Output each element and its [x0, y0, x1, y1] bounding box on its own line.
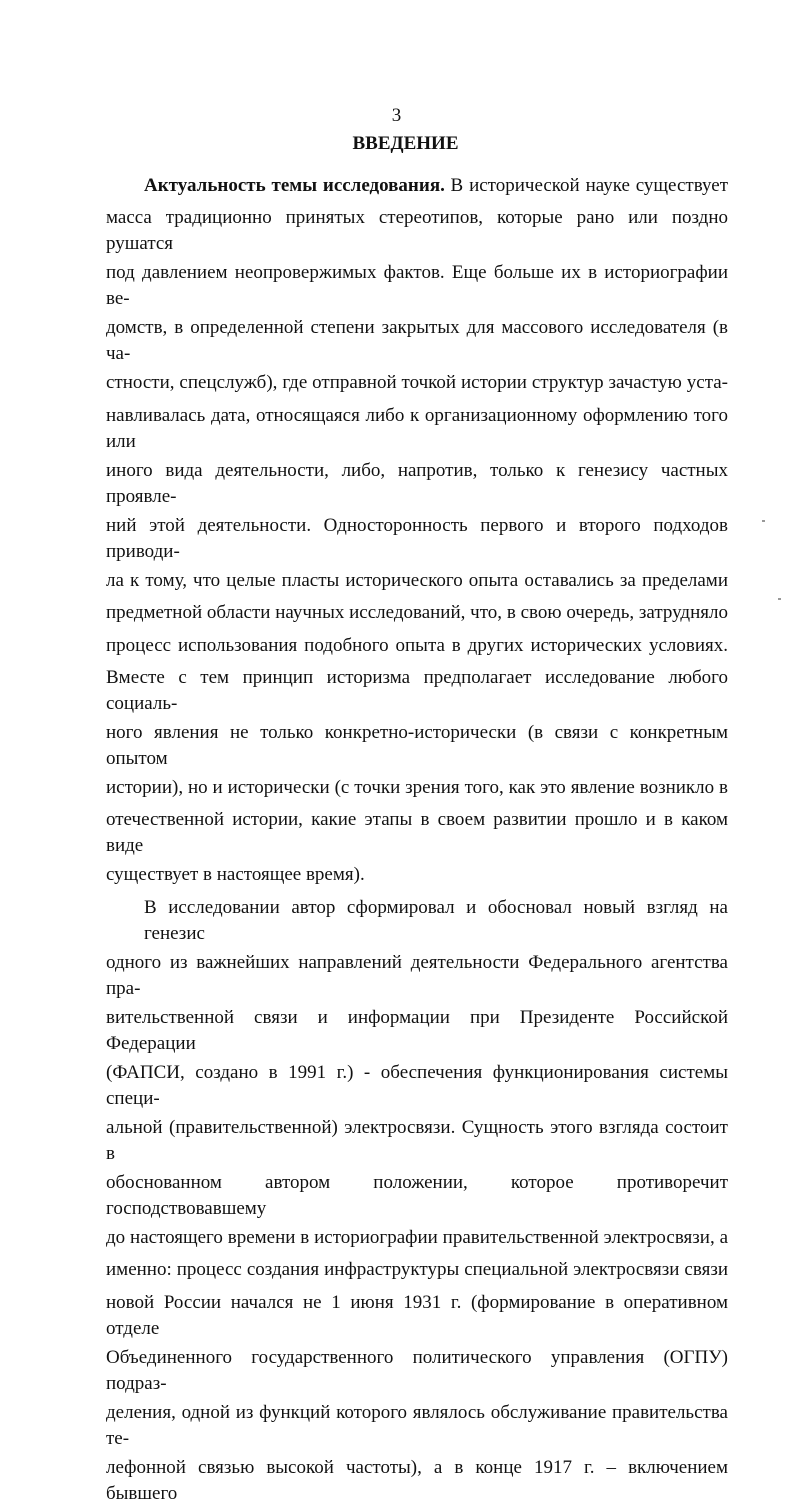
document-body	[106, 173, 728, 1510]
paragraph-line: альной (правительственной) электросвязи. Сущность этого взгляда состоит в	[106, 1116, 728, 1164]
paragraph-line: лефонной связью высокой частоты), а в конце 1917 г. – включением бывшего	[106, 1456, 728, 1504]
paragraph-line: навливалась дата, относящаяся либо к организационному оформлению того или	[106, 404, 728, 452]
paragraph-line: стности, спецслужб), где отправной точкой истории структур зачастую уста-	[106, 372, 728, 394]
paragraph-line: ний этой деятельности. Односторонность первого и второго подходов приводи-	[106, 514, 728, 562]
paragraph-line: под давлением неопровержимых фактов. Еще больше их в историографии ве-	[106, 262, 728, 310]
scan-speck	[762, 520, 765, 522]
paragraph-line: Вместе с тем принцип историзма предполагает исследование любого социаль-	[106, 666, 728, 714]
paragraph-line: до настоящего времени в историографии правительственной электросвязи, а	[106, 1226, 728, 1248]
section-heading: ВВЕДЕНИЕ	[352, 133, 459, 154]
paragraph-line: масса традиционно принятых стереотипов, которые рано или поздно рушатся	[106, 207, 728, 255]
paragraph-line: ного явления не только конкретно-исторически (в связи с конкретным опытом	[106, 721, 728, 769]
paragraph-line: процесс использования подобного опыта в других исторических условиях.	[106, 634, 728, 656]
paragraph-line: одного из важнейших направлений деятельности Федерального агентства пра-	[106, 951, 728, 999]
paragraph-line	[106, 173, 728, 205]
paragraph-line: истории), но и исторически (с точки зрения того, как это явление возникло в	[106, 776, 728, 798]
paragraph-line: ла к тому, что целые пласты исторического опыта оставались за пределами	[106, 569, 728, 591]
paragraph-line: обоснованном автором положении, которое противоречит господствовавшему	[106, 1171, 728, 1219]
paragraph-line: вительственной связи и информации при Президенте Российской Федерации	[106, 1006, 728, 1054]
text-span: В исторической науке существует	[450, 175, 729, 196]
paragraph-line: деления, одной из функций которого являлось обслуживание правительства те-	[106, 1401, 728, 1449]
paragraph-line: предметной области научных исследований, что, в свою очередь, затрудняло	[106, 602, 728, 624]
paragraph-line: (ФАПСИ, создано в 1991 г.) - обеспечения функционирования системы специ-	[106, 1061, 728, 1109]
page-number: 3	[391, 105, 402, 126]
paragraph-line: домств, в определенной степени закрытых для массового исследователя (в ча-	[106, 317, 728, 365]
paragraph-lead: Актуальность темы исследования.	[144, 175, 445, 196]
scan-speck	[778, 598, 781, 600]
paragraph-line: существует в настоящее время).	[106, 864, 365, 886]
paragraph-line: Объединенного государственного политического управления (ОГПУ) подраз-	[106, 1346, 728, 1394]
paragraph-line: отечественной истории, какие этапы в своем развитии прошло и в каком виде	[106, 809, 728, 857]
paragraph-line: новой России начался не 1 июня 1931 г. (формирование в оперативном отделе	[106, 1291, 728, 1339]
paragraph-line: иного вида деятельности, либо, напротив, только к генезису частных проявле-	[106, 459, 728, 507]
paragraph-line: В исследовании автор сформировал и обосновал новый взгляд на генезис	[144, 896, 728, 944]
paragraph-line: именно: процесс создания инфраструктуры специальной электросвязи связи	[106, 1259, 728, 1281]
